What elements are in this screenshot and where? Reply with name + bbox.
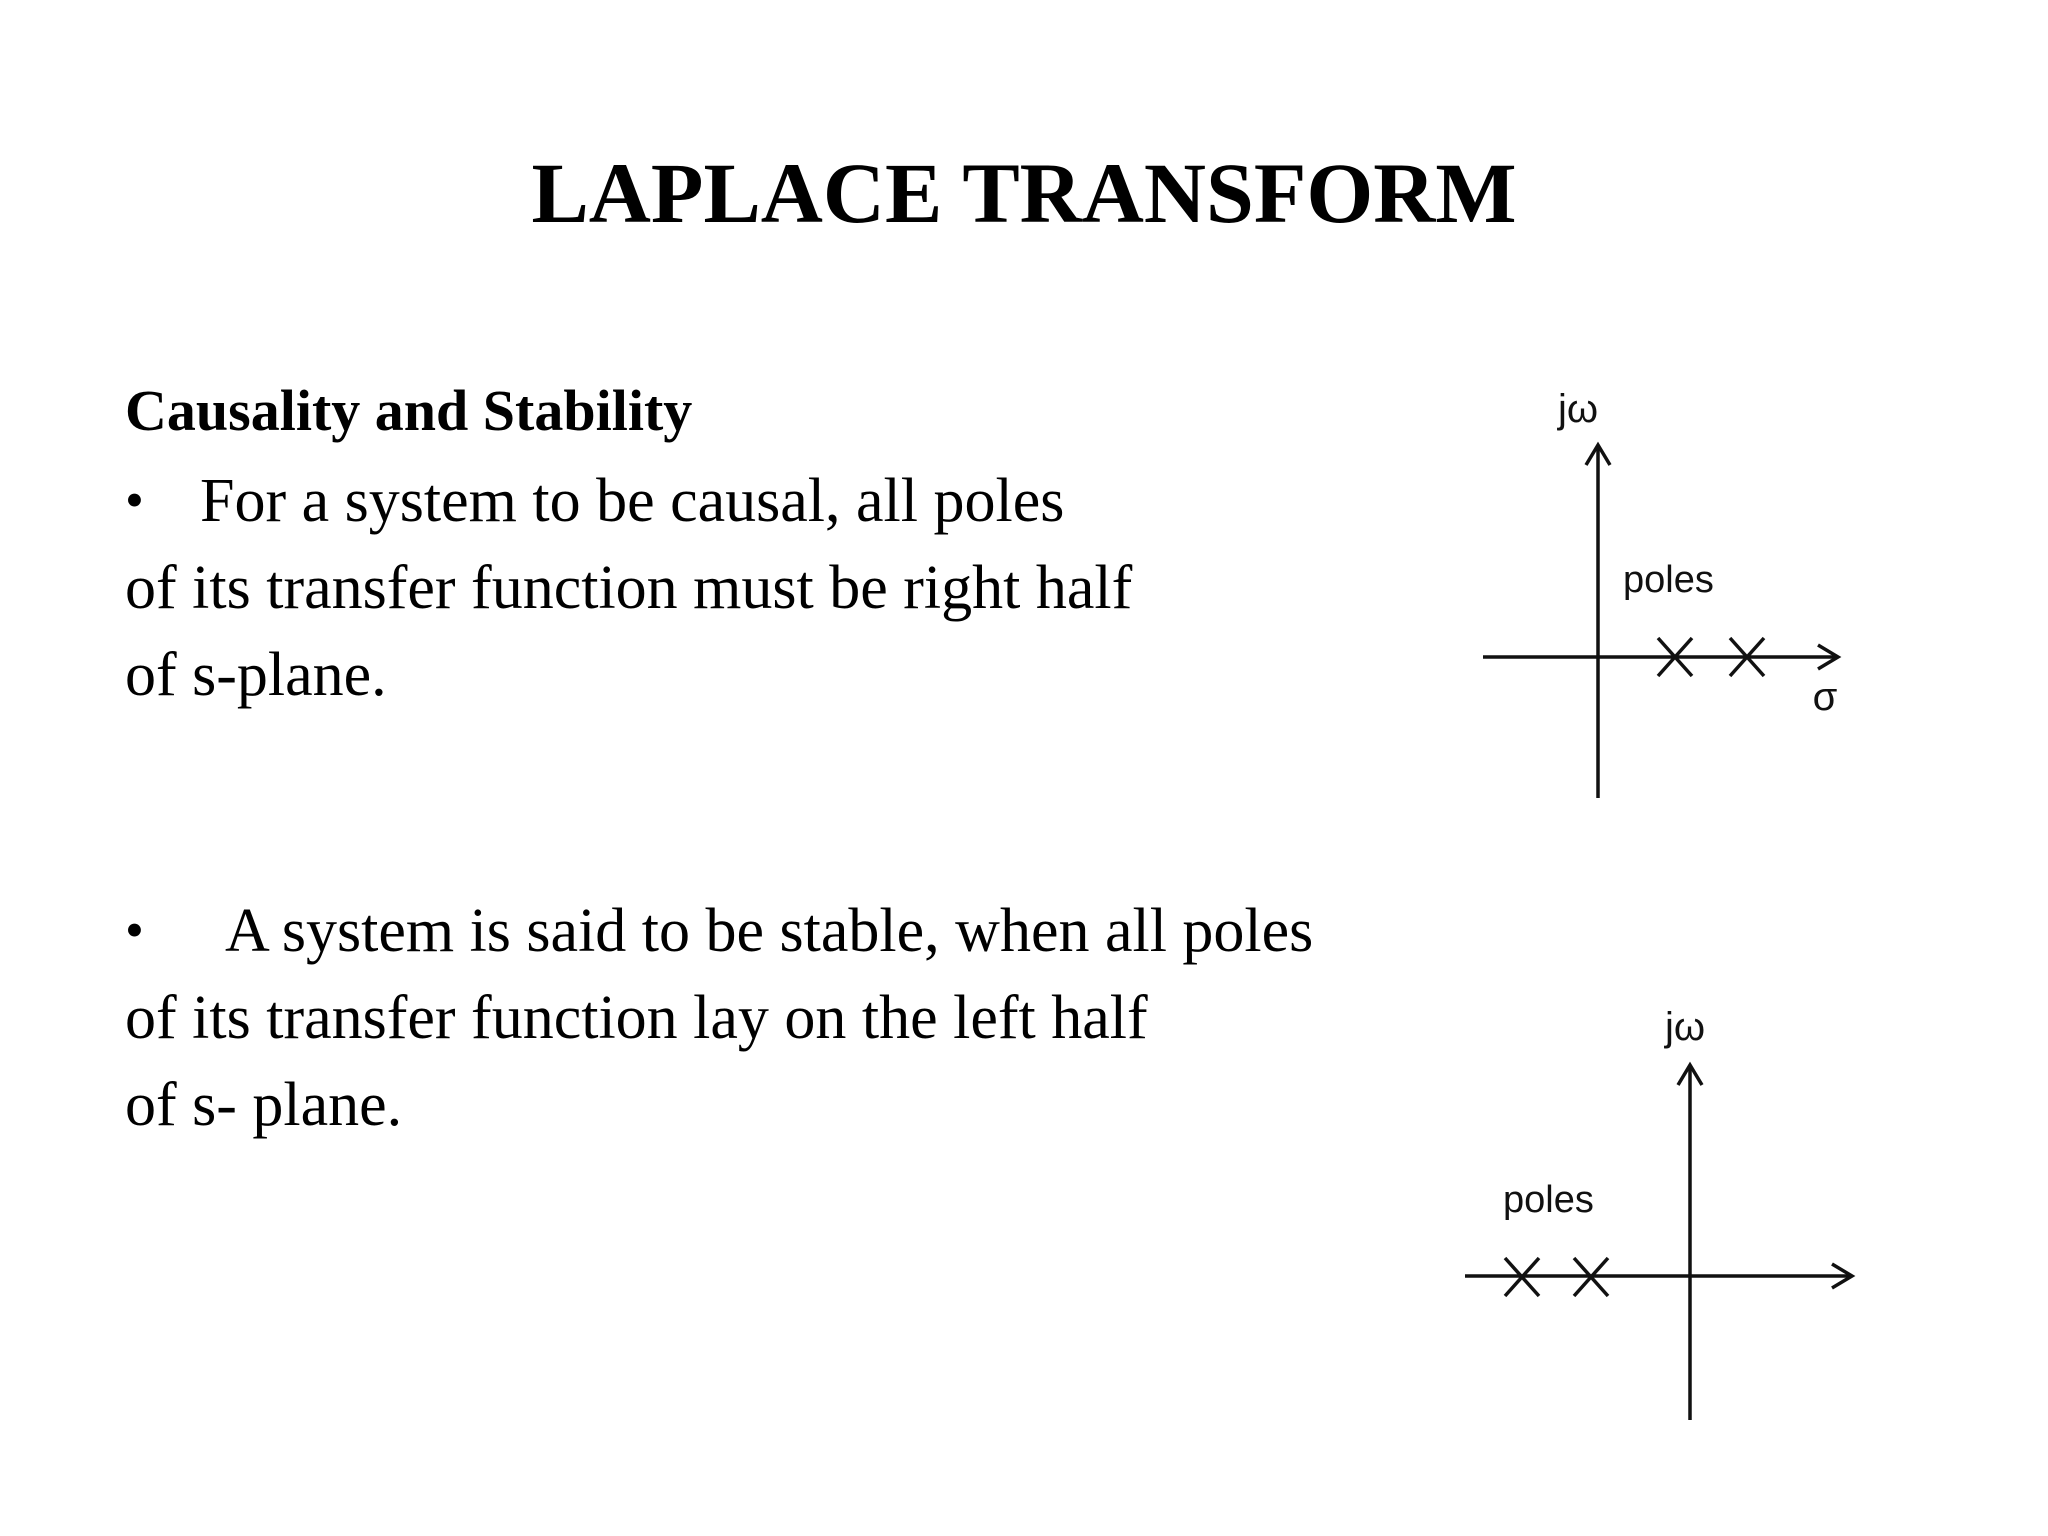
- causal-text-line-2: of its transfer function must be right half: [125, 554, 1133, 622]
- causal-text-line-1: For a system to be causal, all poles: [200, 467, 1065, 535]
- jw-axis-label: jω: [1557, 387, 1599, 431]
- bullet-marker-stable: •: [125, 900, 144, 960]
- causal-text-line-3: of s-plane.: [125, 641, 387, 709]
- pole-zero-diagram-causal: [1460, 370, 1860, 810]
- stable-text-line-2: of its transfer function lay on the left half: [125, 984, 1148, 1052]
- section-heading: Causality and Stability: [125, 378, 693, 443]
- jw-axis-label: jω: [1664, 1005, 1706, 1049]
- stable-text-line-1: A system is said to be stable, when all poles: [225, 897, 1314, 965]
- bullet-marker-causal: •: [125, 470, 144, 530]
- pole-zero-diagram-stable: [1455, 990, 1875, 1430]
- slide-title: LAPLACE TRANSFORM: [531, 145, 1517, 241]
- poles-label: poles: [1503, 1179, 1594, 1221]
- stable-text-line-3: of s- plane.: [125, 1071, 403, 1139]
- poles-label: poles: [1623, 559, 1714, 601]
- sigma-axis-label: σ: [1812, 675, 1838, 719]
